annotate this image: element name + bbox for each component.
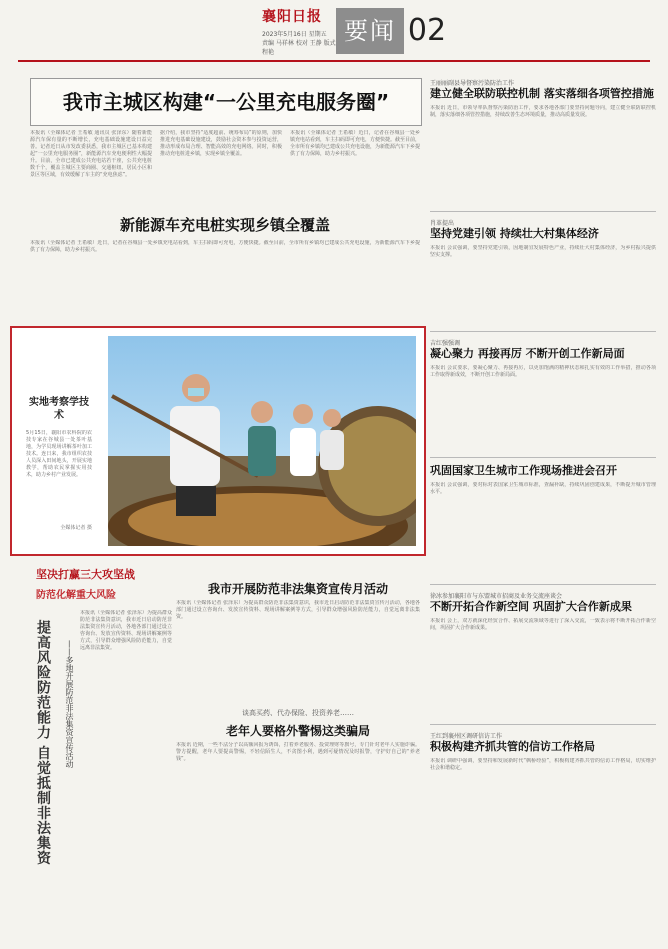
story-title: 坚持党建引领 持续壮大村集体经济: [430, 227, 599, 240]
story-kicker: 吉红强强调: [430, 340, 461, 347]
bottom-kicker-2: 谈高买药、代办保险、投资养老……: [242, 709, 354, 717]
story-title: 不断开拓合作新空间 巩固扩大合作新成果: [430, 600, 632, 613]
right-story-1: [430, 78, 656, 205]
lead-subheadline: 新能源车充电桩实现乡镇全覆盖: [119, 216, 330, 234]
photo-feature: [10, 326, 426, 556]
lead-body-col3: 本报讯（全媒体记者 王希敏）近日，记者在谷城县一处乡镇充电站看到，车主扫码即可充电，方便快捷。截至目前，全市所有乡镇均已建成公共充电设施，为新能源汽车下乡提供了有力保障，助力乡村振兴。: [290, 130, 420, 157]
lead-body-col1: 本报讯（全媒体记者 王希敏 通讯员 张泽东）随着新能源汽车保有量的不断增长，充电基础设施建设日益完善。记者近日从市发改委获悉，我市主城区已基本构建起“一公里充电服务圈”，新能源汽车充电便利性大幅提升。目前，全市已建成公共充电站若干座，公共充电桩数千个，覆盖主城区主要商圈、交通枢纽、居民小区和景区等区域，有效缓解了车主的“充电焦虑”。: [30, 130, 152, 178]
divider: [430, 211, 656, 212]
bottom-headline: 我市开展防范非法集资宣传月活动: [207, 582, 388, 596]
right-column: [430, 78, 656, 818]
story-kicker: 王红到襄州区调研信访工作: [430, 733, 503, 740]
story-kicker: 肖革提出: [430, 220, 455, 227]
story-body: 本报讯 会议强调，要对标对表国家卫生城市标准，查漏补缺，持续巩固创建成果，不断提升城市管理水平。: [430, 482, 656, 495]
story-title: 建立健全联防联控机制 落实落细各项管控措施: [430, 87, 654, 100]
photo-byline: 全媒体记者 摄: [60, 525, 92, 531]
news-photo: [108, 336, 416, 546]
banner-title: 坚决打赢三大攻坚战: [36, 568, 135, 581]
bottom-story-2-body: 本报讯 近期，一些不法分子以高额回报为诱饵，打着养老服务、投资理财等旗号，专门针对老年人实施诈骗。警方提醒，老年人要提高警惕，不轻信陌生人，不贪图小利，遇到可疑情况及时报警，守护好自己的“养老钱”。: [176, 742, 420, 762]
newspaper-logo: 襄阳日报: [262, 9, 322, 25]
vertical-subheadline: ——多地开展防范非法集资宣传活动: [65, 640, 74, 768]
story-title: 积极构建齐抓共管的信访工作格局: [430, 740, 595, 753]
right-story-4: [430, 464, 656, 578]
story-body: 本报讯 会上，双方就深化经贸合作、拓展交流领域等进行了深入交流，一致表示将不断开拓合作新空间，巩固扩大合作新成果。: [430, 618, 656, 631]
right-story-2: [430, 218, 656, 325]
lead-headline-box: [30, 78, 422, 126]
vertical-headline: 提高风险防范能力 自觉抵制非法集资: [35, 620, 51, 866]
divider: [430, 724, 656, 725]
divider: [430, 331, 656, 332]
page-number: 02: [407, 13, 447, 48]
issue-date: 2023年5月16日 星期五: [262, 31, 327, 38]
story-title: 巩固国家卫生城市工作现场推进会召开: [430, 464, 617, 477]
bottom-headline-2: 老年人要格外警惕这类骗局: [225, 724, 370, 738]
photo-caption-title: 实地考察学技术: [29, 397, 89, 421]
masthead: [0, 0, 668, 66]
story-kicker: 徐冰参加襄阳市与东盟城市招商及业务交流座谈会: [430, 593, 563, 600]
divider: [430, 584, 656, 585]
story-body: 本报讯 调研中强调，要坚持和发展新时代“枫桥经验”，积极构建齐抓共管的信访工作格局，切实维护社会和谐稳定。: [430, 758, 656, 771]
lead-headline: 我市主城区构建“一公里充电服务圈”: [62, 90, 390, 114]
right-story-5: [430, 591, 656, 718]
story-body: 本报讯 会议要求，要凝心聚力、再接再厉，以更加饱满的精神状态和扎实有效的工作举措，推动各项工作取得新成效，不断开创工作新局面。: [430, 365, 656, 378]
subheadline-body: 本报讯（全媒体记者 王希敏）近日，记者在谷城县一处乡镇充电站看到，车主扫码即可充电，方便快捷。截至目前，全市所有乡镇均已建成公共充电设施，为新能源汽车下乡提供了有力保障，助力乡村振兴。: [30, 240, 420, 253]
divider: [430, 457, 656, 458]
masthead-rule: [18, 60, 650, 62]
lead-body-col2: 据介绍，我市坚持“适度超前、统筹布局”的原则，加快推进充电基础设施建设，鼓励社会资本参与投资运营，推动形成布局合理、智能高效的充电网络。同时，积极推动充电桩进乡镇，实现乡镇全覆盖。: [160, 130, 282, 157]
banner-subtitle: 防范化解重大风险: [36, 590, 116, 601]
campaign-banner: [36, 566, 170, 606]
story-body: 本报讯 近日，市领导率队督察污染防治工作，要求各地各部门要坚持问题导向，建立健全联防联控机制，落实落细各项管控措施，持续改善生态环境质量，推动高质量发展。: [430, 105, 656, 118]
story-kicker: 王丽丽副县导督察污染防治工作: [430, 80, 515, 87]
bottom-story-body: 本报讯（全媒体记者 张泽东）为提高群众防范非法集资意识，我市近日启动防范非法集资宣传月活动，各地各部门通过设立咨询台、发放宣传资料、现场讲解案例等方式，引导群众增强风险防范能力，自觉远离非法集资。: [176, 600, 420, 620]
section-label: 要闻: [336, 8, 404, 54]
bottom-left-body: 本报讯（全媒体记者 张泽东）为提高群众防范非法集资意识，我市近日启动防范非法集资宣传月活动，各地各部门通过设立咨询台、发放宣传资料、现场讲解案例等方式，引导群众增强风险防范能力，自觉远离非法集资。: [80, 610, 172, 651]
issue-editors: 责编 马祥林 校对 王静 版式 程艳: [262, 40, 336, 56]
story-body: 本报讯 会议强调，要坚持党建引领，因地制宜发展特色产业，持续壮大村集体经济，为乡村振兴提供坚实支撑。: [430, 245, 656, 258]
right-story-3: [430, 338, 656, 451]
right-story-6: [430, 731, 656, 818]
photo-caption-body: 5月15日，襄阳市农科院的农技专家在谷城县一处茶叶基地，为学员现场讲解茶叶加工技术。连日来，我市组织农技人员深入田间地头，开展实地教学，帮助农民掌握实用技术，助力乡村产业发展。: [26, 430, 92, 478]
issue-info: [262, 30, 342, 57]
photo-illustration: [108, 336, 416, 546]
story-title: 凝心聚力 再接再厉 不断开创工作新局面: [430, 347, 625, 360]
